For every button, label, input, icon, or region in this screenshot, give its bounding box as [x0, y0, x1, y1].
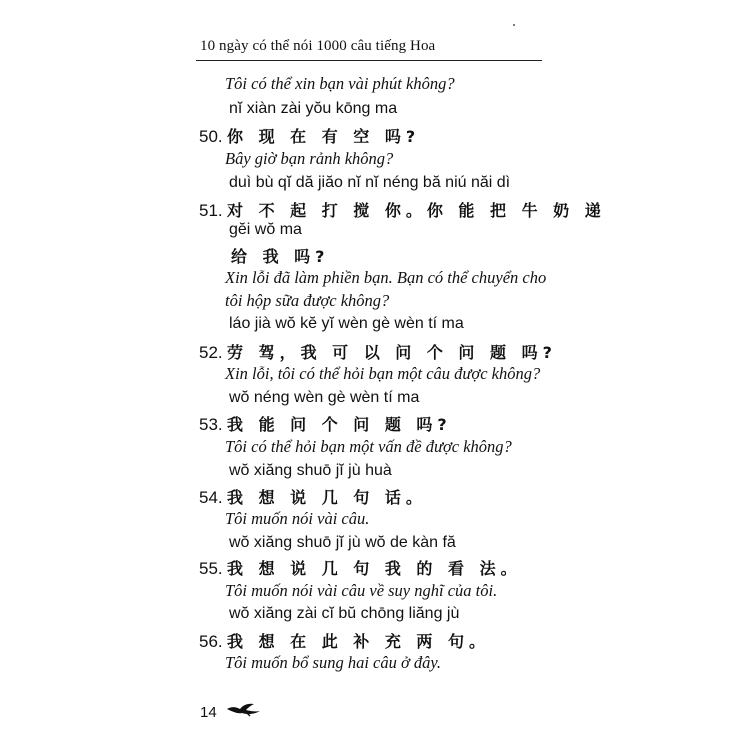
pinyin-line: duì bù qĭ dă jiăo nĭ nĭ néng bă niú năi dì: [229, 174, 511, 191]
translation-line: Bây giờ bạn rảnh không?: [225, 149, 394, 168]
entry-55: [199, 556, 522, 579]
entry-52: [199, 340, 557, 363]
translation-line: Xin lỗi đã làm phiền bạn. Bạn có thể chuyển cho: [225, 268, 547, 287]
pinyin-line: gĕi wŏ ma: [229, 221, 302, 238]
scan-speck: [513, 24, 515, 26]
pinyin-line: wŏ néng wèn gè wèn tí ma: [229, 389, 420, 406]
running-header: 10 ngày có thể nói 1000 câu tiếng Hoa: [200, 38, 436, 54]
entry-number: 55.: [199, 559, 223, 578]
entry-number: 54.: [199, 488, 223, 507]
entry-number: 50.: [199, 127, 223, 146]
chinese-sentence: 我 想 说 几 句 我 的 看 法。: [227, 559, 522, 578]
header-rule: [196, 60, 542, 61]
pinyin-line: láo jià wŏ kĕ yĭ wèn gè wèn tí ma: [229, 315, 464, 332]
chinese-sentence: 对 不 起 打 搅 你。你 能 把 牛 奶 递: [227, 201, 606, 220]
translation-line: Tôi muốn nói vài câu.: [225, 509, 370, 528]
translation-line: Tôi muốn nói vài câu về suy nghĩ của tôi.: [225, 581, 498, 600]
translation-line: Xin lỗi, tôi có thể hỏi bạn một câu được không?: [225, 364, 541, 383]
translation-line: tôi hộp sữa được không?: [225, 291, 390, 310]
chinese-sentence: 我 能 问 个 问 题 吗?: [227, 415, 452, 434]
chinese-sentence-continued: 给 我 吗?: [231, 247, 330, 266]
chinese-sentence: 我 想 在 此 补 充 两 句。: [227, 632, 490, 651]
bird-ornament-icon: [226, 700, 262, 718]
pinyin-line: wŏ xiăng shuō jĭ jù wŏ de kàn fă: [229, 534, 456, 551]
translation-line: Tôi có thể hỏi bạn một vấn đề được không?: [225, 437, 512, 456]
translation-line: Tôi có thể xin bạn vài phút không?: [225, 74, 455, 93]
entry-number: 53.: [199, 415, 223, 434]
chinese-sentence: 劳 驾，我 可 以 问 个 问 题 吗?: [227, 343, 557, 362]
pinyin-line: nĭ xiàn zài yŏu kōng ma: [229, 100, 398, 117]
translation-line: Tôi muốn bổ sung hai câu ở đây.: [225, 653, 441, 672]
entry-number: 51.: [199, 201, 223, 220]
entry-53: [199, 412, 452, 435]
pinyin-line: wŏ xiăng shuō jĭ jù huà: [229, 462, 392, 479]
entry-number: 52.: [199, 343, 223, 362]
entry-54: [199, 485, 427, 508]
page-number: 14: [200, 704, 217, 721]
entry-number: 56.: [199, 632, 223, 651]
entry-56: [199, 629, 490, 652]
chinese-sentence: 我 想 说 几 句 话。: [227, 488, 427, 507]
entry-50: [199, 124, 420, 147]
entry-51: [199, 198, 606, 221]
pinyin-line: wŏ xiăng zài cĭ bŭ chōng liăng jù: [229, 605, 460, 622]
chinese-sentence: 你 现 在 有 空 吗?: [227, 127, 421, 146]
